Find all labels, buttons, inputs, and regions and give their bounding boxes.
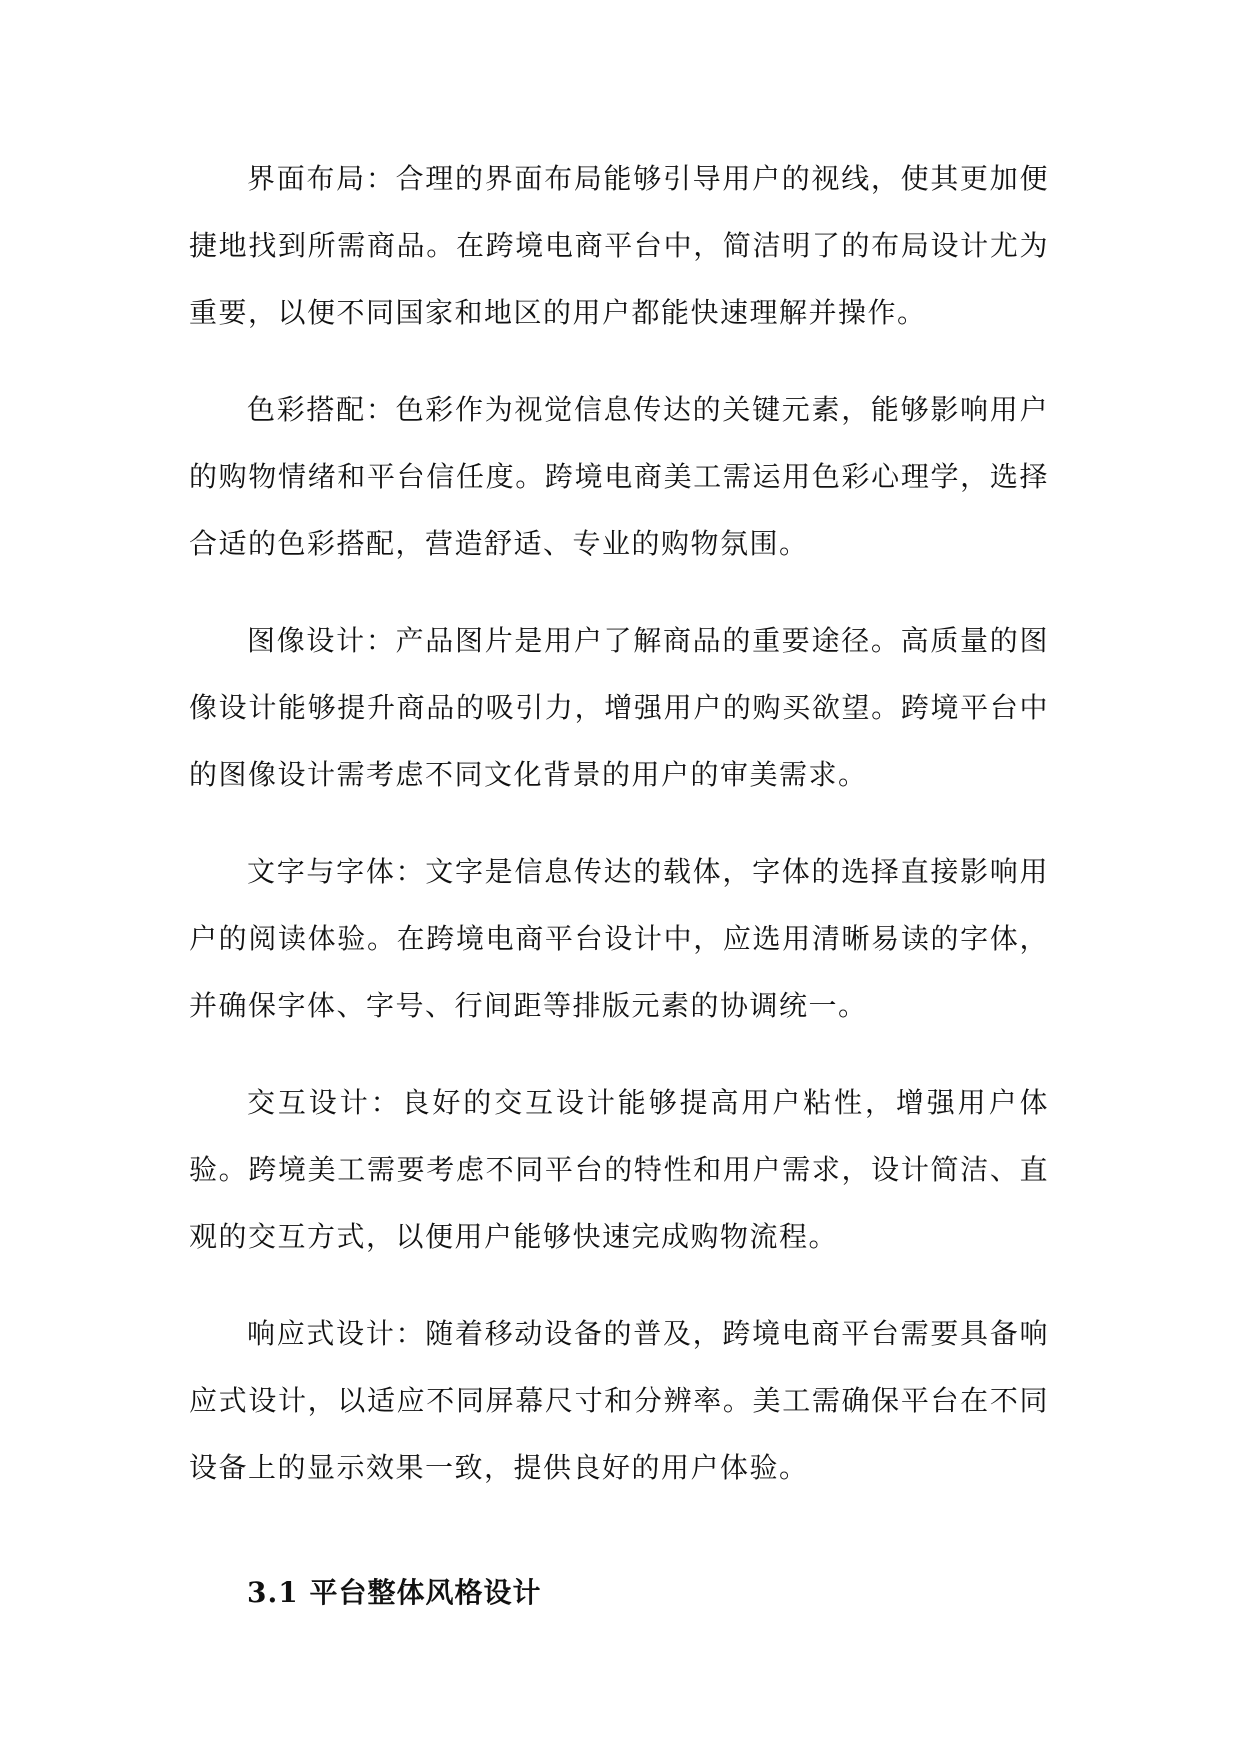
paragraph-interface-layout (189, 145, 1049, 346)
paragraph-lead: 响应式设计： (247, 1317, 426, 1350)
paragraph-text: 色彩作为视觉信息传达的关键元素，能够影响用户的购物情绪和平台信任度。跨境电商美工需运用色彩心理学，选择合适的色彩搭配，营造舒适、专业的购物氛围。 (189, 393, 1049, 560)
paragraph-color-scheme (189, 376, 1049, 577)
section-heading: 3.1 平台整体风格设计 (247, 1576, 542, 1609)
paragraph-lead: 图像设计： (247, 624, 396, 657)
paragraph-image-design (189, 607, 1049, 808)
paragraph-text: 良好的交互设计能够提高用户粘性，增强用户体验。跨境美工需要考虑不同平台的特性和用户需求，设计简洁、直观的交互方式，以便用户能够快速完成购物流程。 (189, 1086, 1049, 1253)
paragraph-lead: 交互设计： (247, 1086, 402, 1119)
paragraph-lead: 文字与字体： (247, 855, 426, 888)
paragraph-text: 合理的界面布局能够引导用户的视线，使其更加便捷地找到所需商品。在跨境电商平台中，简洁明了的布局设计尤为重要，以便不同国家和地区的用户都能快速理解并操作。 (189, 162, 1049, 329)
paragraph-lead: 色彩搭配： (247, 393, 396, 426)
document-page (189, 145, 1049, 1613)
paragraph-text: 文字是信息传达的载体，字体的选择直接影响用户的阅读体验。在跨境电商平台设计中，应选用清晰易读的字体，并确保字体、字号、行间距等排版元素的协调统一。 (189, 855, 1049, 1022)
paragraph-responsive-design (189, 1300, 1049, 1501)
paragraph-text: 随着移动设备的普及，跨境电商平台需要具备响应式设计，以适应不同屏幕尺寸和分辨率。美工需确保平台在不同设备上的显示效果一致，提供良好的用户体验。 (189, 1317, 1049, 1484)
paragraph-text: 产品图片是用户了解商品的重要途径。高质量的图像设计能够提升商品的吸引力，增强用户的购买欲望。跨境平台中的图像设计需考虑不同文化背景的用户的审美需求。 (189, 624, 1049, 791)
paragraph-lead: 界面布局： (247, 162, 396, 195)
paragraph-interaction-design (189, 1069, 1049, 1270)
paragraph-text-and-font (189, 838, 1049, 1039)
